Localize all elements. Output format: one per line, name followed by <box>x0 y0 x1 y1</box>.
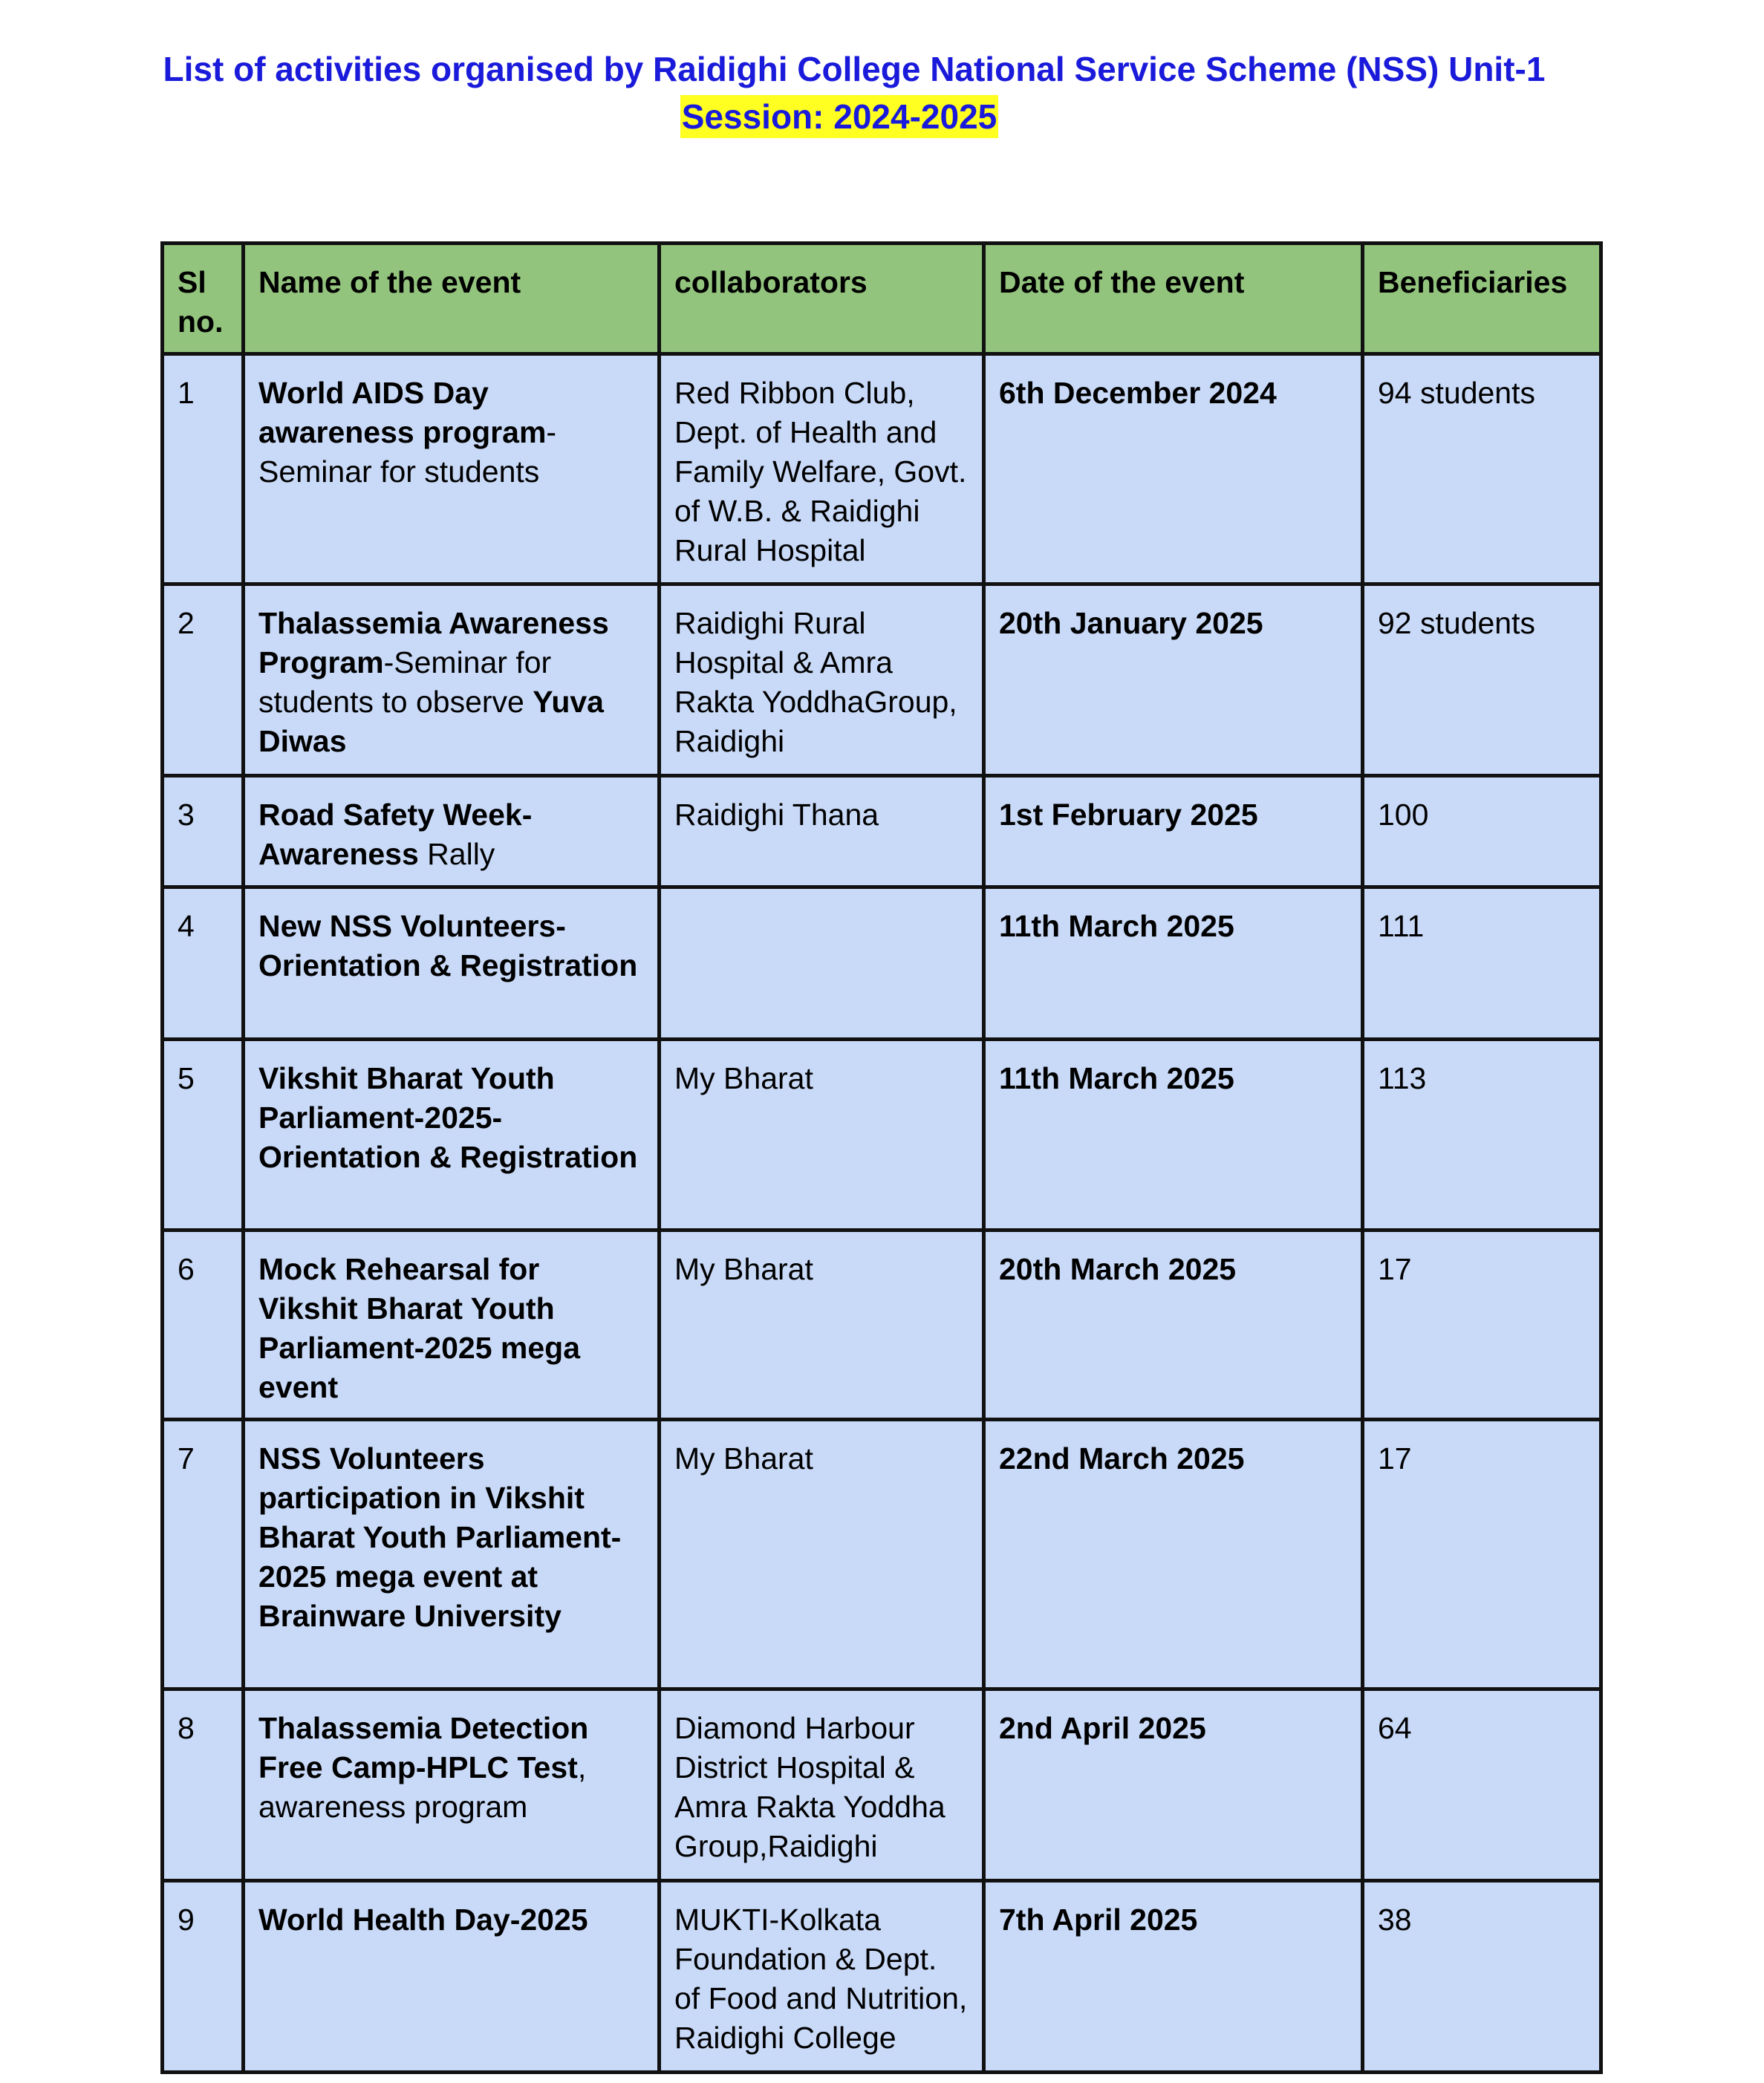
event-name-text: Rally <box>418 837 495 871</box>
event-name-bold-text: Road Safety Week-Awareness <box>258 798 533 871</box>
event-date-cell: 20th March 2025 <box>984 1230 1363 1420</box>
beneficiaries-cell: 64 <box>1363 1689 1601 1881</box>
table-row <box>163 887 1601 1040</box>
event-name-cell <box>244 354 660 584</box>
table-body <box>163 354 1601 2073</box>
event-date-cell: 7th April 2025 <box>984 1881 1363 2073</box>
beneficiaries-cell: 100 <box>1363 776 1601 887</box>
event-date-cell: 11th March 2025 <box>984 1040 1363 1230</box>
event-name-cell <box>244 887 660 1040</box>
table-header-row <box>163 244 1601 354</box>
session-label: Session: 2024-2025 <box>680 95 999 138</box>
event-name-cell <box>244 1420 660 1689</box>
event-name-cell <box>244 1689 660 1881</box>
table-row <box>163 584 1601 776</box>
sl-no-cell: 5 <box>163 1040 244 1230</box>
column-header-beneficiaries: Beneficiaries <box>1363 244 1601 354</box>
collaborators-cell: Red Ribbon Club, Dept. of Health and Family Welfare, Govt. of W.B. & Raidighi Rural Hospital <box>660 354 984 584</box>
table-row <box>163 1420 1601 1689</box>
collaborators-cell: My Bharat <box>660 1040 984 1230</box>
collaborators-cell: MUKTI-Kolkata Foundation & Dept. of Food and Nutrition, Raidighi College <box>660 1881 984 2073</box>
table-row <box>163 1689 1601 1881</box>
collaborators-cell: My Bharat <box>660 1230 984 1420</box>
beneficiaries-cell: 92 students <box>1363 584 1601 776</box>
event-date-cell: 1st February 2025 <box>984 776 1363 887</box>
column-header-date: Date of the event <box>984 244 1363 354</box>
sl-no-cell: 7 <box>163 1420 244 1689</box>
table-row <box>163 1230 1601 1420</box>
table-row <box>163 1040 1601 1230</box>
collaborators-cell: Raidighi Thana <box>660 776 984 887</box>
activities-table <box>160 241 1603 2074</box>
collaborators-cell <box>660 887 984 1040</box>
table-row <box>163 1881 1601 2073</box>
event-date-cell: 20th January 2025 <box>984 584 1363 776</box>
sl-no-cell: 8 <box>163 1689 244 1881</box>
sl-no-cell: 6 <box>163 1230 244 1420</box>
event-name-bold-text: World AIDS Day awareness program <box>258 376 547 449</box>
document-header <box>0 43 1708 138</box>
beneficiaries-cell: 17 <box>1363 1420 1601 1689</box>
column-header-sl-no: Sl no. <box>163 244 244 354</box>
event-date-cell: 22nd March 2025 <box>984 1420 1363 1689</box>
event-name-cell <box>244 584 660 776</box>
column-header-collaborators: collaborators <box>660 244 984 354</box>
sl-no-cell: 2 <box>163 584 244 776</box>
event-date-cell: 11th March 2025 <box>984 887 1363 1040</box>
sl-no-cell: 1 <box>163 354 244 584</box>
beneficiaries-cell: 113 <box>1363 1040 1601 1230</box>
event-name-cell <box>244 1040 660 1230</box>
column-header-event-name: Name of the event <box>244 244 660 354</box>
event-name-text: -Seminar for students to observe <box>258 645 552 719</box>
event-name-bold-text: Yuva Diwas <box>258 685 604 758</box>
collaborators-cell: Diamond Harbour District Hospital & Amra Rakta Yoddha Group,Raidighi <box>660 1689 984 1881</box>
sl-no-cell: 9 <box>163 1881 244 2073</box>
document-title: List of activities organised by Raidighi College National Service Scheme (NSS) Unit-1 <box>163 50 1546 88</box>
event-name-bold-text: World Health Day-2025 <box>258 1903 588 1937</box>
sl-no-cell: 3 <box>163 776 244 887</box>
event-date-cell: 2nd April 2025 <box>984 1689 1363 1881</box>
collaborators-cell: My Bharat <box>660 1420 984 1689</box>
collaborators-cell: Raidighi Rural Hospital & Amra Rakta YoddhaGroup, Raidighi <box>660 584 984 776</box>
beneficiaries-cell: 111 <box>1363 887 1601 1040</box>
event-name-bold-text: Vikshit Bharat Youth Parliament-2025-Orientation & Registration <box>258 1061 638 1174</box>
event-name-bold-text: NSS Volunteers participation in Vikshit Bharat Youth Parliament-2025 mega event at Brainware University <box>258 1441 622 1633</box>
event-name-text: -Seminar for students <box>258 415 557 489</box>
event-name-bold-text: New NSS Volunteers-Orientation & Registration <box>258 909 638 982</box>
event-name-cell <box>244 776 660 887</box>
event-name-bold-text: Thalassemia Awareness Program <box>258 606 609 679</box>
event-name-bold-text: Thalassemia Detection Free Camp-HPLC Test <box>258 1711 589 1784</box>
event-name-cell <box>244 1881 660 2073</box>
beneficiaries-cell: 17 <box>1363 1230 1601 1420</box>
sl-no-cell: 4 <box>163 887 244 1040</box>
beneficiaries-cell: 38 <box>1363 1881 1601 2073</box>
event-name-text: , awareness program <box>258 1750 587 1824</box>
event-date-cell: 6th December 2024 <box>984 354 1363 584</box>
table-row <box>163 776 1601 887</box>
table-row <box>163 354 1601 584</box>
beneficiaries-cell: 94 students <box>1363 354 1601 584</box>
event-name-bold-text: Mock Rehearsal for Vikshit Bharat Youth Parliament-2025 mega event <box>258 1252 581 1404</box>
event-name-cell <box>244 1230 660 1420</box>
